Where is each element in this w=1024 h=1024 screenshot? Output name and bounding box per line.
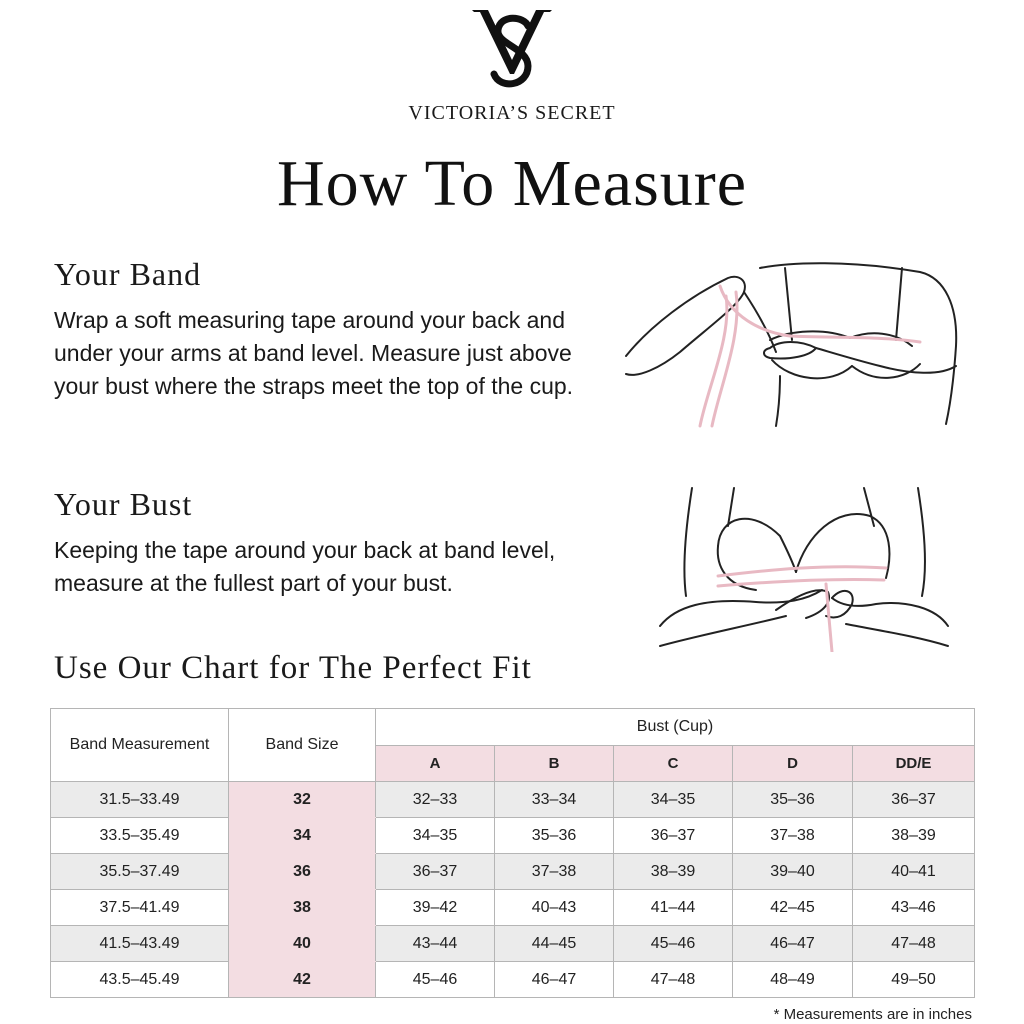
band-size-header: Band Size xyxy=(229,709,376,782)
brand-logo xyxy=(0,4,1024,96)
cup-value-cell: 45–46 xyxy=(376,962,495,998)
cup-value-cell: 34–35 xyxy=(614,782,733,818)
bust-section-title: Your Bust xyxy=(54,486,193,522)
band-measurement-cell: 43.5–45.49 xyxy=(51,962,229,998)
band-size-cell: 38 xyxy=(229,890,376,926)
cup-value-cell: 42–45 xyxy=(733,890,853,926)
cup-value-cell: 36–37 xyxy=(376,854,495,890)
cup-header: D xyxy=(733,746,853,782)
band-measurement-header: Band Measurement xyxy=(51,709,229,782)
band-size-cell: 36 xyxy=(229,854,376,890)
cup-value-cell: 43–44 xyxy=(376,926,495,962)
cup-value-cell: 36–37 xyxy=(853,782,975,818)
band-size-cell: 32 xyxy=(229,782,376,818)
cup-value-cell: 37–38 xyxy=(495,854,614,890)
cup-value-cell: 35–36 xyxy=(733,782,853,818)
cup-value-cell: 43–46 xyxy=(853,890,975,926)
chart-title: Use Our Chart for The Perfect Fit xyxy=(54,650,532,686)
band-measurement-cell: 33.5–35.49 xyxy=(51,818,229,854)
band-measurement-cell: 37.5–41.49 xyxy=(51,890,229,926)
cup-header: DD/E xyxy=(853,746,975,782)
band-size-cell: 40 xyxy=(229,926,376,962)
band-size-cell: 42 xyxy=(229,962,376,998)
cup-value-cell: 41–44 xyxy=(614,890,733,926)
cup-value-cell: 48–49 xyxy=(733,962,853,998)
bust-section-body: Keeping the tape around your back at band level, measure at the fullest part of your bust. xyxy=(54,537,556,596)
band-measurement-cell: 31.5–33.49 xyxy=(51,782,229,818)
cup-header: C xyxy=(614,746,733,782)
measurement-note: * Measurements are in inches xyxy=(773,1006,972,1023)
bust-measuring-illustration xyxy=(656,486,952,652)
cup-value-cell: 46–47 xyxy=(495,962,614,998)
vs-monogram-icon xyxy=(470,4,554,96)
cup-value-cell: 34–35 xyxy=(376,818,495,854)
table-row xyxy=(51,782,975,818)
cup-value-cell: 40–41 xyxy=(853,854,975,890)
cup-value-cell: 47–48 xyxy=(853,926,975,962)
band-measuring-illustration xyxy=(620,256,970,428)
cup-header: A xyxy=(376,746,495,782)
cup-value-cell: 32–33 xyxy=(376,782,495,818)
cup-value-cell: 33–34 xyxy=(495,782,614,818)
cup-value-cell: 37–38 xyxy=(733,818,853,854)
bust-header: Bust (Cup) xyxy=(376,709,975,746)
table-row xyxy=(51,962,975,998)
cup-header: B xyxy=(495,746,614,782)
size-chart-table xyxy=(50,708,975,998)
cup-value-cell: 39–42 xyxy=(376,890,495,926)
cup-value-cell: 38–39 xyxy=(614,854,733,890)
band-section-body: Wrap a soft measuring tape around your back and under your arms at band level. Measure just above your bust where the straps meet the top of the cup. xyxy=(54,307,574,399)
cup-value-cell: 46–47 xyxy=(733,926,853,962)
page-title: How To Measure xyxy=(276,147,748,220)
table-row xyxy=(51,890,975,926)
cup-value-cell: 36–37 xyxy=(614,818,733,854)
band-measurement-cell: 41.5–43.49 xyxy=(51,926,229,962)
band-section-title: Your Band xyxy=(54,256,202,292)
table-row xyxy=(51,854,975,890)
cup-value-cell: 35–36 xyxy=(495,818,614,854)
cup-value-cell: 49–50 xyxy=(853,962,975,998)
cup-value-cell: 47–48 xyxy=(614,962,733,998)
cup-value-cell: 39–40 xyxy=(733,854,853,890)
cup-value-cell: 40–43 xyxy=(495,890,614,926)
band-measurement-cell: 35.5–37.49 xyxy=(51,854,229,890)
cup-value-cell: 38–39 xyxy=(853,818,975,854)
brand-name: VICTORIA’S SECRET xyxy=(408,102,616,124)
cup-value-cell: 45–46 xyxy=(614,926,733,962)
table-row xyxy=(51,926,975,962)
cup-value-cell: 44–45 xyxy=(495,926,614,962)
table-row xyxy=(51,818,975,854)
band-size-cell: 34 xyxy=(229,818,376,854)
